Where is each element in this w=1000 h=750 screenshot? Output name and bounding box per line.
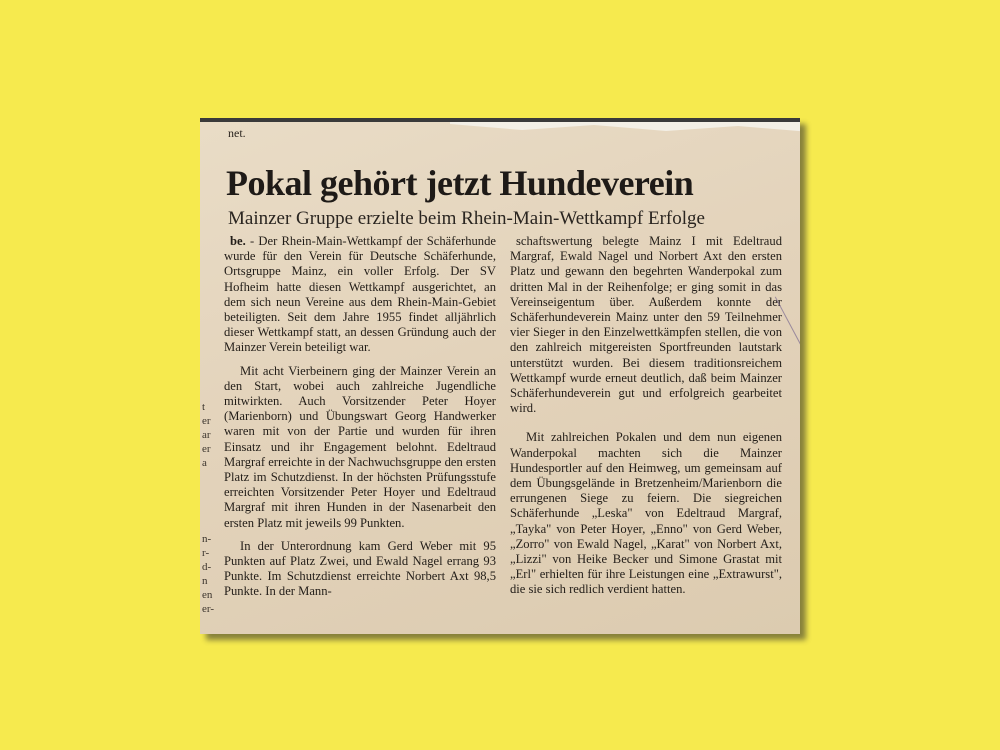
article-paragraph: Mit acht Vierbeinern ging der Mainzer Verein an den Start, wobei auch zahlreiche Jugendliche mitwirkten. Auch Vorsitzender Peter Hoyer (Marienborn) und Übungswart Georg Handwerker waren mit von der Partie und wurden für ihren Einsatz und ihr Engagement belohnt. Edeltraud Margraf erreichte in der Nachwuchsgruppe den ersten Platz im Schutzdienst. In der höchsten Prüfungsstufe erreichten Vorsitzender Peter Hoyer und Edeltraud Margraf mit ihren Hunden in der Nasenarbeit den ersten Platz mit jeweils 99 Punkten. <box>224 363 496 530</box>
article-paragraph <box>224 234 496 356</box>
torn-edge <box>450 122 800 132</box>
edge-fragment: er <box>202 415 211 427</box>
article-column-left <box>224 234 496 608</box>
edge-fragment: t <box>202 401 206 413</box>
article-paragraph: schaftswertung belegte Mainz I mit Edeltraud Margraf, Ewald Nagel und Norbert Axt den ersten Platz und gewann den begehrten Wanderpokal zum dritten Mal in der Reihenfolge; er ging somit in das Vereinseigentum über. Außerdem konnte der Schäferhundeverein Mainz unter den 59 Teilnehmer vier Sieger in den Einzelwettkämpfen stellen, die von den zahlreich mitgereisten Sportfreunden lautstark unterstützt wurden. Bei diesem traditionsreichem Wettkampf wurde erneut deutlich, daß beim Mainzer Schäferhundeverein gut und erfolgreich gearbeitet wird. <box>510 234 782 416</box>
edge-fragment: n- <box>202 533 212 545</box>
paragraph-text: - Der Rhein-Main-Wettkampf der Schäferhunde wurde für den Verein für Deutsche Schäferhunde, Ortsgruppe Mainz, ein voller Erfolg. Der SV Hofheim hatte diesen Wettkampf ausgerichtet, an dem sich neun Vereine aus dem Rhein-Main-Gebiet beteiligten. Seit dem Jahre 1955 findet alljährlich dieser Wettkampf statt, an dessen Gründung auch der Mainzer Verein beteiligt war. <box>224 234 496 355</box>
article-subheadline: Mainzer Gruppe erzielte beim Rhein-Main-Wettkampf Erfolge <box>228 208 705 229</box>
edge-fragment: en <box>202 589 213 601</box>
edge-fragment: er <box>202 443 211 455</box>
edge-fragment: er- <box>202 603 214 615</box>
article-column-right <box>510 234 782 606</box>
article-paragraph: Mit zahlreichen Pokalen und dem nun eigenen Wanderpokal machten sich die Mainzer Hundesportler auf den Heimweg, um gemeinsam auf dem Übungsgelände in Bretzenheim/Marienborn die errungenen Siege zu feiern. Die siegreichen Schäferhunde „Leska" von Edeltraud Margraf, „Tayka" von Peter Hoyer, „Enno" von Gerd Weber, „Zorro" von Ewald Nagel, „Karat" von Norbert Axt, „Lizzi" von Heike Becker und Simone Grastat mit „Erl" erhielten für ihre Leistungen eine „Extrawurst", die sie sich redlich verdient hatten. <box>510 430 782 597</box>
edge-fragment: n <box>202 575 208 587</box>
edge-fragment: d- <box>202 561 212 573</box>
previous-article-fragment: net. <box>228 126 246 140</box>
author-initials: be. <box>230 234 246 248</box>
edge-fragment: a <box>202 457 207 469</box>
article-headline: Pokal gehört jetzt Hundeverein <box>226 163 694 203</box>
newspaper-clipping <box>200 118 800 634</box>
adjacent-column-fragments <box>202 400 216 616</box>
article-paragraph: In der Unterordnung kam Gerd Weber mit 95 Punkten auf Platz Zwei, und Ewald Nagel errang 93 Punkte. Im Schutzdienst erreichte Norbert Axt 98,5 Punkte. In der Mann- <box>224 538 496 599</box>
edge-fragment: ar <box>202 429 211 441</box>
edge-fragment: r- <box>202 547 210 559</box>
